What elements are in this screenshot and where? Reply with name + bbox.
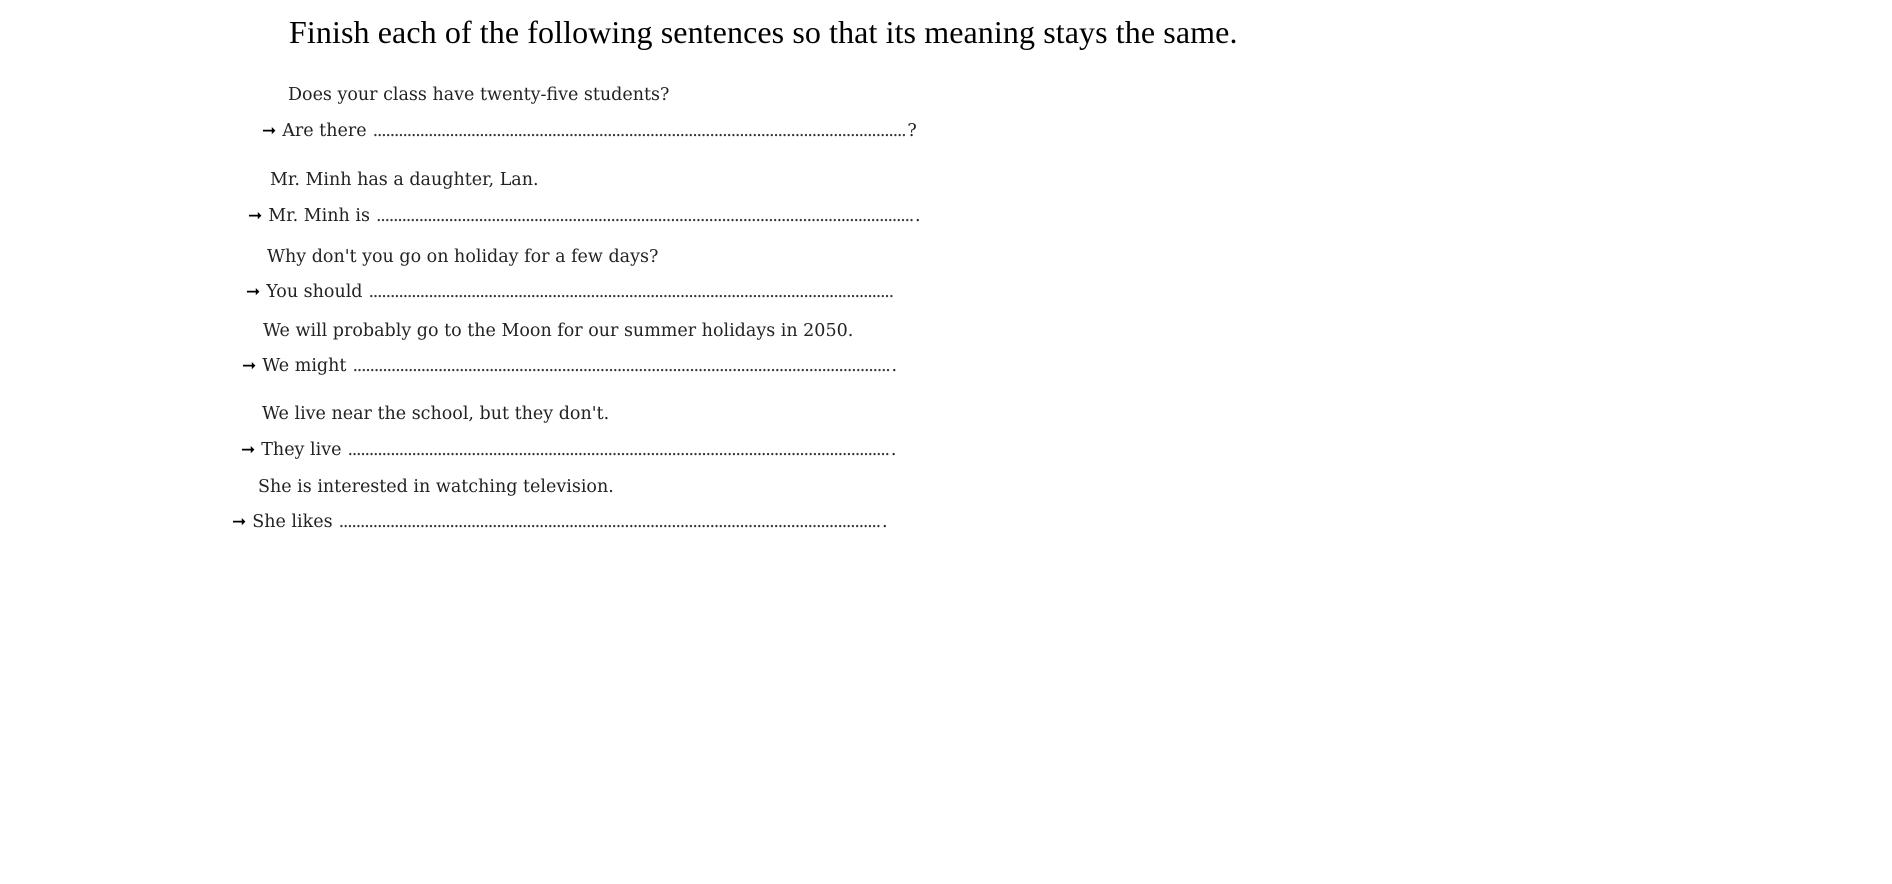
answer-line-4[interactable] (242, 356, 897, 376)
arrow-icon: ➞ (241, 440, 256, 460)
answer-blank[interactable]: ............................................................................................................................... (347, 440, 889, 460)
answer-prompt: We might (262, 356, 347, 376)
arrow-icon: ➞ (232, 512, 247, 532)
answer-end-mark: . (915, 206, 921, 226)
question-3: Why don't you go on holiday for a few days? (267, 247, 659, 267)
answer-line-6[interactable] (232, 512, 888, 532)
question-2: Mr. Minh has a daughter, Lan. (270, 170, 539, 190)
arrow-icon: ➞ (242, 356, 257, 376)
answer-prompt: She likes (252, 512, 333, 532)
answer-blank[interactable]: .............................................................................................................................. (375, 206, 914, 226)
question-1: Does your class have twenty-five students? (288, 85, 670, 105)
answer-line-1[interactable] (262, 121, 917, 141)
exercise-title: Finish each of the following sentences so that its meaning stays the same. (289, 14, 1238, 50)
answer-line-2[interactable] (248, 206, 921, 226)
answer-prompt: Mr. Minh is (268, 206, 370, 226)
answer-blank[interactable]: ............................................................................................................................... (338, 512, 880, 532)
question-5: We live near the school, but they don't. (262, 404, 610, 424)
answer-end-mark: . (881, 512, 888, 532)
answer-end-mark: ? (907, 121, 917, 141)
answer-blank[interactable]: ............................................................................................................................. (372, 121, 906, 141)
answer-prompt: They live (261, 440, 342, 460)
arrow-icon: ➞ (246, 282, 261, 302)
arrow-icon: ➞ (262, 121, 277, 141)
answer-prompt: You should (266, 282, 363, 302)
question-6: She is interested in watching television. (258, 477, 614, 497)
answer-blank[interactable]: .............................................................................................................................. (352, 356, 890, 376)
arrow-icon: ➞ (248, 206, 263, 226)
answer-end-mark: . (890, 440, 897, 460)
answer-end-mark: . (891, 356, 898, 376)
answer-line-5[interactable] (241, 440, 896, 460)
answer-prompt: Are there (282, 121, 367, 141)
answer-blank[interactable]: ........................................................................................................................... (368, 282, 893, 302)
answer-line-3[interactable] (246, 282, 895, 302)
question-4: We will probably go to the Moon for our summer holidays in 2050. (263, 321, 854, 341)
